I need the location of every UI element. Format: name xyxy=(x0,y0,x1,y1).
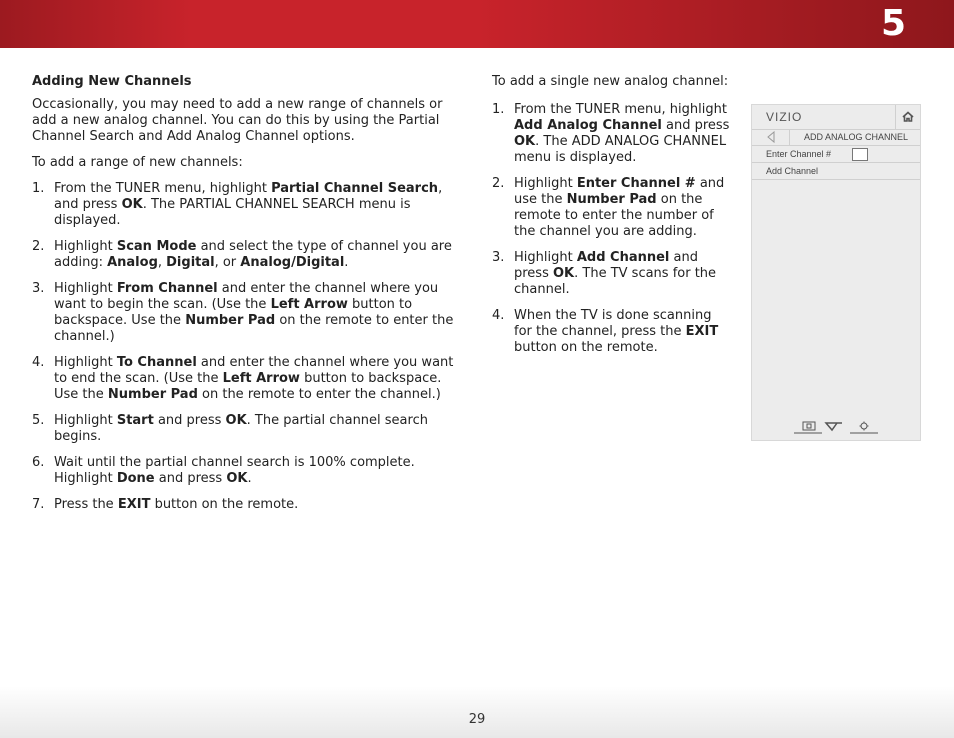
tv-menu-item-label: Add Channel xyxy=(766,166,819,176)
list-item: 2. Highlight Enter Channel # and use the Number Pad on the remote to enter the number of the channel you are adding. xyxy=(492,176,725,239)
single-intro: To add a single new analog channel: xyxy=(492,74,729,89)
intro-paragraph: Occasionally, you may need to add a new range of channels or add a new analog channel. You can do this by using the Partial Channel Search and Add Analog Channel options. xyxy=(32,97,443,144)
vizio-v-icon[interactable] xyxy=(826,423,842,430)
list-item: 2. Highlight Scan Mode and select the type of channel you are adding: Analog, Digital, or Analog/Digital. xyxy=(32,239,452,270)
list-item: 3. Highlight From Channel and enter the channel where you want to begin the scan. (Use the Left Arrow button to backspace. Use the Number Pad on the remote to enter the channel.) xyxy=(32,281,454,344)
chapter-number: 5 xyxy=(880,3,906,44)
tv-menu-topbar xyxy=(752,105,920,130)
list-item: 4. Highlight To Channel and enter the channel where you want to end the scan. (Use the Left Arrow button to backspace. Use the Number Pad on the remote to enter the channel.) xyxy=(32,355,454,402)
tv-menu-screen xyxy=(751,104,921,441)
list-item: 1. From the TUNER menu, highlight Add Analog Channel and press OK. The ADD ANALOG CHANNEL menu is displayed. xyxy=(492,102,730,165)
tv-menu-title: ADD ANALOG CHANNEL xyxy=(804,132,909,142)
wide-icon[interactable] xyxy=(794,422,822,433)
middle-column xyxy=(492,74,732,366)
vizio-logo: VIZIO xyxy=(766,110,803,124)
left-column xyxy=(32,74,468,523)
channel-number-field[interactable] xyxy=(852,148,868,161)
tv-menu-bottom-icons xyxy=(794,419,880,435)
chapter-header-bar xyxy=(0,0,954,48)
list-item: 4. When the TV is done scanning for the channel, press the EXIT button on the remote. xyxy=(492,308,719,355)
list-item: 6. Wait until the partial channel search is 100% complete. Highlight Done and press OK. xyxy=(32,455,415,486)
page-number: 29 xyxy=(468,712,486,727)
list-item: 7. Press the EXIT button on the remote. xyxy=(32,497,299,512)
tv-menu-item-label: Enter Channel # xyxy=(766,149,832,159)
list-item: 5. Highlight Start and press OK. The partial channel search begins. xyxy=(32,413,428,444)
single-steps-list xyxy=(492,102,732,356)
tv-menu-title-row xyxy=(752,129,920,146)
home-icon[interactable] xyxy=(895,105,920,129)
list-item: 3. Highlight Add Channel and press OK. The TV scans for the channel. xyxy=(492,250,717,297)
back-arrow-icon[interactable] xyxy=(752,129,790,145)
section-heading: Adding New Channels xyxy=(32,74,192,89)
tv-menu-item-enter-channel[interactable] xyxy=(752,146,920,163)
range-intro: To add a range of new channels: xyxy=(32,155,243,170)
list-item: 1. From the TUNER menu, highlight Partial Channel Search, and press OK. The PARTIAL CHANNEL SEARCH menu is displayed. xyxy=(32,181,443,228)
gear-icon[interactable] xyxy=(850,422,878,434)
range-steps-list xyxy=(32,181,468,513)
tv-menu-item-add-channel[interactable] xyxy=(752,163,920,180)
